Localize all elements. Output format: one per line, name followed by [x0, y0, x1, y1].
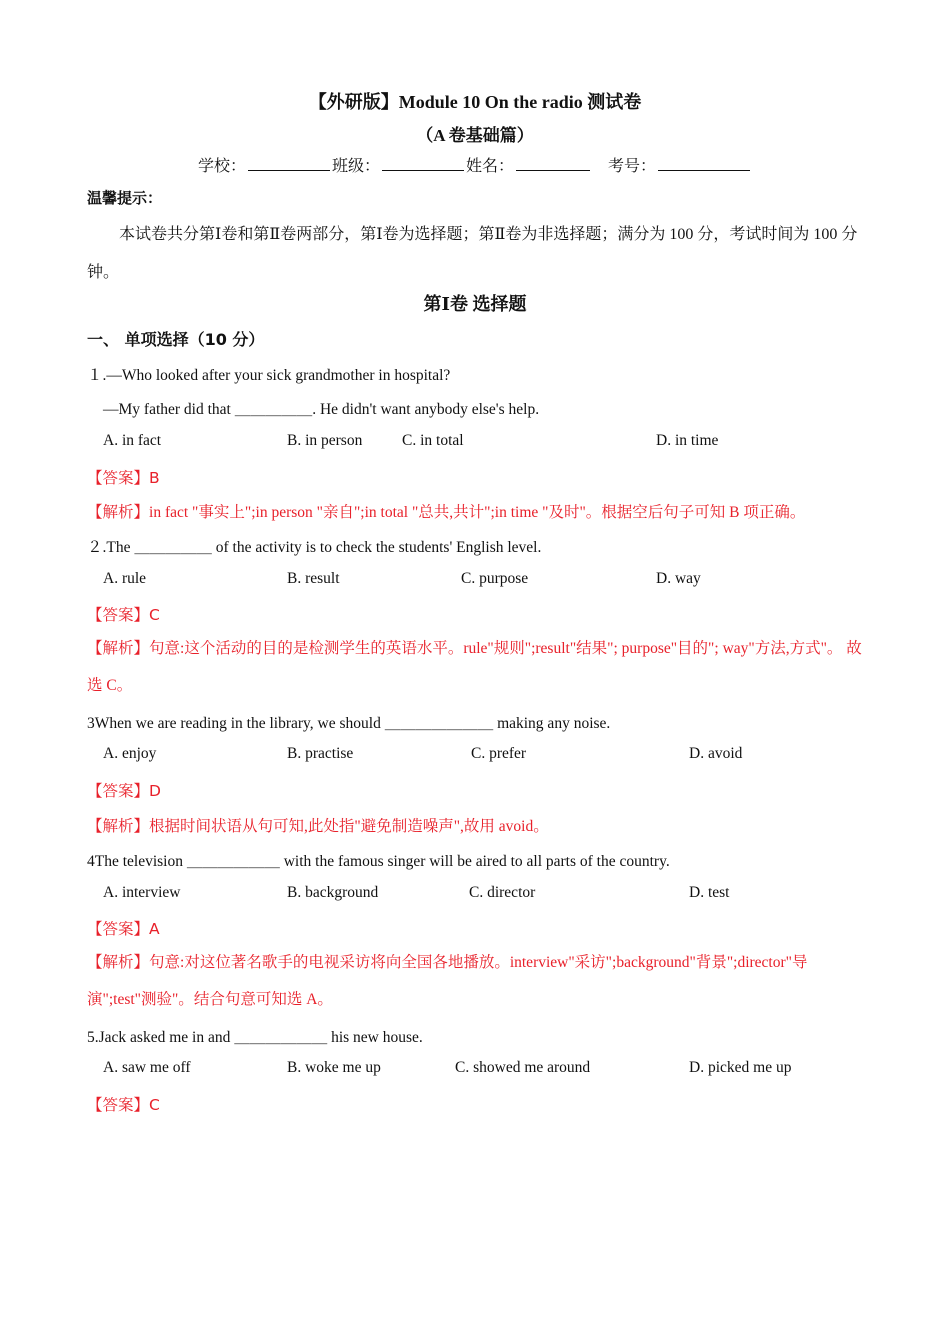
question-4-stem: 4The television ＿＿＿＿＿＿ with the famous singer will be aired to all parts of the country. [87, 853, 670, 870]
question-2-stem: ２.The ＿＿＿＿＿ of the activity is to check the students' English level. [87, 539, 542, 556]
school-label: 学校： [197, 158, 246, 175]
question-5-stem: 5.Jack asked me in and ＿＿＿＿＿＿ his new house. [87, 1029, 423, 1046]
question-4-answer: 【答案】A [87, 920, 160, 938]
part-title: 一、 单项选择（10 分） [87, 330, 265, 349]
question-4-option-c: C. director [469, 884, 536, 901]
question-4-option-a: A. interview [103, 884, 181, 901]
question-1-option-a: A. in fact [103, 432, 162, 449]
name-label: 姓名： [466, 158, 515, 175]
student-info-line [0, 153, 950, 176]
question-2-explanation: 【解析】句意:这个活动的目的是检测学生的英语水平。rule"规则";result"结果"; purpose"目的"; way"方法,方式"。 故选 C。 [87, 639, 862, 694]
question-2-option-d: D. way [656, 570, 701, 587]
question-2-answer: 【答案】C [87, 606, 160, 624]
question-3-option-b: B. practise [287, 745, 354, 762]
question-1-option-c: C. in total [402, 432, 464, 449]
exam-no-blank [658, 156, 750, 171]
school-blank [248, 156, 330, 171]
question-1-stem-line2: —My father did that ＿＿＿＿＿. He didn't want anybody else's help. [103, 401, 540, 418]
question-3-option-a: A. enjoy [103, 745, 157, 762]
question-1-explanation: 【解析】in fact "事实上";in person "亲自";in total "总共,共计";in time "及时"。根据空后句子可知 B 项正确。 [87, 503, 806, 521]
class-label: 班级： [331, 158, 380, 175]
question-1-answer: 【答案】B [87, 469, 160, 487]
question-4-option-b: B. background [287, 884, 379, 901]
question-4-option-d: D. test [689, 884, 730, 901]
question-5-option-c: C. showed me around [455, 1059, 591, 1076]
question-1-stem: １.—Who looked after your sick grandmother in hospital? [87, 367, 451, 384]
exam-no-label: 考号： [608, 158, 657, 175]
question-4-explanation: 【解析】句意:对这位著名歌手的电视采访将向全国各地播放。interview"采访";background"背景";director"导演";test"测验"。结合句意可知选 A。 [87, 953, 808, 1008]
name-blank [516, 156, 590, 171]
question-5-option-a: A. saw me off [103, 1059, 191, 1076]
question-5-option-d: D. picked me up [689, 1059, 792, 1076]
question-5-answer: 【答案】C [87, 1096, 160, 1114]
section-title: 第Ⅰ卷 选择题 [423, 294, 527, 314]
tips-heading: 温馨提示： [87, 189, 163, 207]
class-blank [382, 156, 464, 171]
question-2-option-a: A. rule [103, 570, 147, 587]
question-3-answer: 【答案】D [87, 782, 161, 800]
question-2-option-b: B. result [287, 570, 340, 587]
tips-text: 本试卷共分第Ⅰ卷和第Ⅱ卷两部分，第Ⅰ卷为选择题；第Ⅱ卷为非选择题；满分为 100 分，考试时间为 100 分钟。 [87, 226, 858, 281]
question-1-option-d: D. in time [656, 432, 719, 449]
question-3-option-d: D. avoid [689, 745, 743, 762]
question-3-explanation: 【解析】根据时间状语从句可知,此处指"避免制造噪声",故用 avoid。 [87, 817, 549, 835]
question-3-option-c: C. prefer [471, 745, 527, 762]
page-subtitle: （A 卷基础篇） [416, 126, 534, 145]
question-3-stem: 3When we are reading in the library, we should ＿＿＿＿＿＿＿ making any noise. [87, 715, 611, 732]
question-1-option-b: B. in person [287, 432, 363, 449]
question-5-option-b: B. woke me up [287, 1059, 381, 1076]
page-title: 【外研版】Module 10 On the radio 测试卷 [308, 92, 642, 112]
question-2-option-c: C. purpose [461, 570, 529, 587]
